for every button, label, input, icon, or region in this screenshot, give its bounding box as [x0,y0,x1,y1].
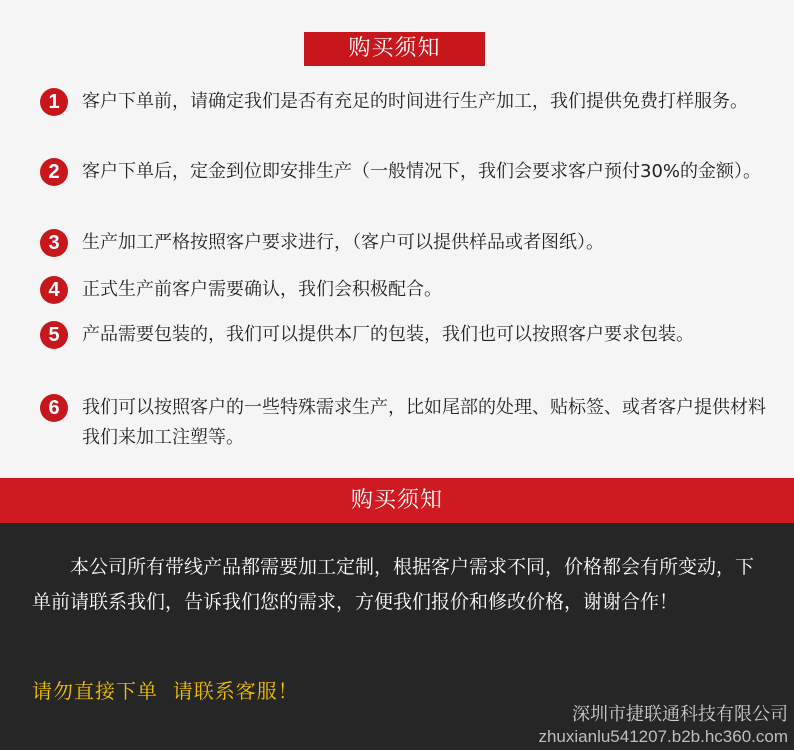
section-title: 购买须知 [304,32,485,66]
list-item-text: 正式生产前客户需要确认，我们会积极配合。 [82,279,442,300]
number-badge: 1 [40,88,68,116]
watermark-url: zhuxianlu541207.b2b.hc360.com [538,727,788,746]
contact-cta: 请勿直接下单 请联系客服！ [32,679,299,703]
number-badge: 2 [40,158,68,186]
list-item-text: 生产加工严格按照客户要求进行，（客户可以提供样品或者图纸）。 [82,232,604,253]
number-badge: 6 [40,394,68,422]
number-badge: 5 [40,321,68,349]
list-item-text: 客户下单前，请确定我们是否有充足的时间进行生产加工，我们提供免费打样服务。 [82,91,748,112]
number-badge: 4 [40,276,68,304]
watermark-company: 深圳市捷联通科技有限公司 [572,704,788,725]
list-item-text: 客户下单后，定金到位即安排生产（一般情况下，我们会要求客户预付30%的金额）。 [82,161,762,182]
number-badge: 3 [40,229,68,257]
section-title: 购买须知 [350,488,443,513]
list-item-text: 我们可以按照客户的一些特殊需求生产，比如尾部的处理、贴标签、或者客户提供材料我们来加工注塑等。 [82,397,766,448]
notice-paragraph: 本公司所有带线产品都需要加工定制，根据客户需求不同，价格都会有所变动，下单前请联系我们，告诉我们您的需求，方便我们报价和修改价格，谢谢合作！ [32,556,755,613]
list-item-text: 产品需要包装的，我们可以提供本厂的包装，我们也可以按照客户要求包装。 [82,324,694,345]
